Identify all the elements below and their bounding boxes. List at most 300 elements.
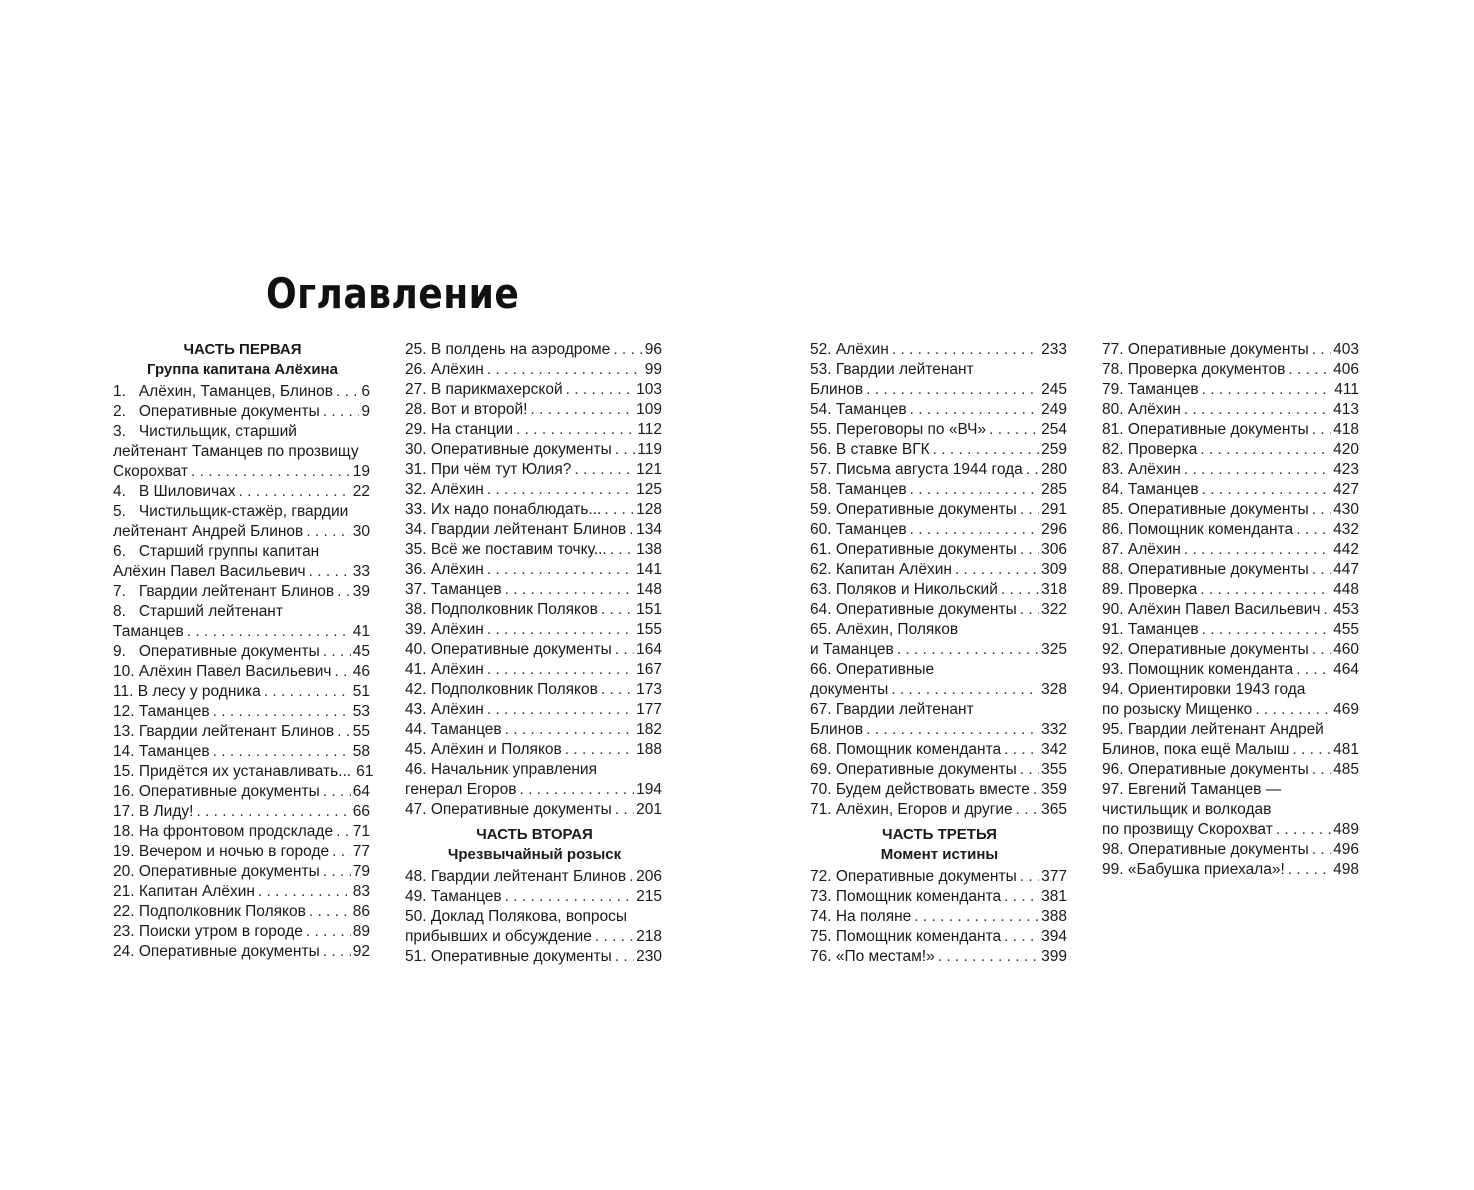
chapter-title: 15. Придётся их устанавливать...: [113, 763, 352, 780]
dot-leader: [487, 660, 634, 680]
dot-leader: [1184, 400, 1331, 420]
toc-entry: [810, 740, 1067, 760]
dot-leader: [629, 867, 634, 887]
toc-entry: [405, 340, 662, 360]
toc-entry: [810, 340, 1067, 360]
chapter-title: 68. Помощник коменданта: [810, 741, 1002, 758]
chapter-title: 75. Помощник коменданта: [810, 928, 1002, 945]
page-number: 249: [1041, 401, 1067, 418]
part-heading: ЧАСТЬ ТРЕТЬЯ: [882, 826, 997, 843]
page-number: 455: [1333, 621, 1359, 638]
chapter-title: 41. Алёхин: [405, 661, 484, 678]
chapter-title: 64. Оперативные документы: [810, 601, 1017, 618]
toc-entry: [113, 462, 370, 482]
dot-leader: [487, 360, 643, 380]
toc-entry-line: [113, 542, 370, 562]
chapter-title: 74. На поляне: [810, 908, 912, 925]
toc-entry: [1102, 520, 1359, 540]
dot-leader: [891, 680, 1039, 700]
dot-leader: [213, 742, 351, 762]
page-number: 442: [1333, 541, 1359, 558]
page-number: 464: [1333, 661, 1359, 678]
dot-leader: [1312, 420, 1331, 440]
chapter-title: 60. Таманцев: [810, 521, 907, 538]
page-number: 233: [1041, 341, 1067, 358]
dot-leader: [519, 780, 634, 800]
toc-entry: [1102, 400, 1359, 420]
page-number: 89: [352, 923, 370, 940]
dot-leader: [1020, 760, 1039, 780]
toc-entry: [405, 420, 662, 440]
toc-column-2: [405, 340, 662, 967]
page-number: 280: [1041, 461, 1067, 478]
page-number: 96: [644, 341, 662, 358]
page-number: 164: [636, 641, 662, 658]
toc-entry: [405, 867, 662, 887]
page-number: 355: [1041, 761, 1067, 778]
dot-leader: [910, 520, 1039, 540]
chapter-title: Блинов: [810, 381, 864, 398]
dot-leader: [1001, 580, 1039, 600]
dot-leader: [566, 380, 634, 400]
dot-leader: [487, 560, 634, 580]
page-number: 411: [1334, 381, 1359, 398]
chapter-title: 28. Вот и второй!: [405, 401, 528, 418]
toc-entry: [1102, 340, 1359, 360]
toc-entry-line: [810, 700, 1067, 720]
toc-entry-line: [1102, 780, 1359, 800]
toc-entry: [810, 440, 1067, 460]
chapter-title: 56. В ставке ВГК: [810, 441, 930, 458]
chapter-title: 58. Таманцев: [810, 481, 907, 498]
toc-entry: [113, 382, 370, 402]
toc-entry: [405, 780, 662, 800]
page-number: 148: [636, 581, 662, 598]
toc-entry: [1102, 700, 1359, 720]
toc-entry: [810, 720, 1067, 740]
toc-entry: [810, 640, 1067, 660]
toc-entry: [810, 887, 1067, 907]
chapter-title: 91. Таманцев: [1102, 621, 1199, 638]
dot-leader: [323, 402, 360, 422]
page-number: 427: [1333, 481, 1359, 498]
page-number: 112: [637, 421, 662, 438]
toc-entry: [810, 420, 1067, 440]
page-number: 430: [1333, 501, 1359, 518]
toc-entry: [113, 862, 370, 882]
toc-entry: [1102, 640, 1359, 660]
dot-leader: [487, 480, 634, 500]
chapter-title: 84. Таманцев: [1102, 481, 1199, 498]
toc-entry: [810, 800, 1067, 820]
dot-leader: [334, 662, 350, 682]
page-number: 109: [636, 401, 662, 418]
toc-entry: [810, 540, 1067, 560]
chapter-title: 31. При чём тут Юлия?: [405, 461, 572, 478]
toc-entry: [1102, 460, 1359, 480]
chapter-title: 10. Алёхин Павел Васильевич: [113, 663, 332, 680]
page-number: 182: [636, 721, 662, 738]
page-number: 381: [1041, 888, 1067, 905]
chapter-title: 78. Проверка документов: [1102, 361, 1286, 378]
dot-leader: [892, 340, 1039, 360]
page-number: 92: [352, 943, 370, 960]
toc-entry: [1102, 540, 1359, 560]
page-number: 377: [1041, 868, 1067, 885]
page-number: 432: [1333, 521, 1359, 538]
toc-entry: [113, 582, 370, 602]
dot-leader: [1323, 600, 1331, 620]
toc-entry: [113, 562, 370, 582]
page-number: 420: [1333, 441, 1359, 458]
page-number: 125: [636, 481, 662, 498]
dot-leader: [213, 702, 351, 722]
page-number: 61: [356, 763, 374, 780]
toc-entry: [113, 882, 370, 902]
chapter-title: лейтенант Андрей Блинов: [113, 523, 304, 540]
page-number: 134: [636, 521, 662, 538]
chapter-title: 94. Ориентировки 1943 года: [1102, 681, 1306, 698]
page-number: 51: [352, 683, 370, 700]
page-number: 53: [352, 703, 370, 720]
page-number: 423: [1333, 461, 1359, 478]
chapter-title: 46. Начальник управления: [405, 761, 597, 778]
toc-entry: [405, 400, 662, 420]
page-number: 103: [636, 381, 662, 398]
toc-entry: [810, 867, 1067, 887]
toc-entry: [113, 682, 370, 702]
dot-leader: [323, 942, 351, 962]
page-number: 403: [1333, 341, 1359, 358]
chapter-title: 49. Таманцев: [405, 888, 502, 905]
toc-entry: [113, 902, 370, 922]
dot-leader: [565, 740, 634, 760]
dot-leader: [531, 400, 635, 420]
toc-entry: [405, 740, 662, 760]
toc-entry: [405, 360, 662, 380]
page-number: 230: [636, 948, 662, 965]
chapter-title: 55. Переговоры по «ВЧ»: [810, 421, 987, 438]
dot-leader: [196, 802, 350, 822]
toc-entry: [113, 822, 370, 842]
toc-entry: [810, 600, 1067, 620]
chapter-title: 45. Алёхин и Поляков: [405, 741, 562, 758]
chapter-title: 96. Оперативные документы: [1102, 761, 1309, 778]
page-number: 413: [1333, 401, 1359, 418]
chapter-title: 98. Оперативные документы: [1102, 841, 1309, 858]
chapter-title: 54. Таманцев: [810, 401, 907, 418]
page-number: 64: [352, 783, 370, 800]
dot-leader: [323, 782, 351, 802]
dot-leader: [610, 540, 634, 560]
page-number: 332: [1041, 721, 1067, 738]
page-number: 325: [1041, 641, 1067, 658]
toc-entry: [1102, 860, 1359, 880]
dot-leader: [187, 622, 351, 642]
toc-column-4: [1102, 340, 1359, 880]
toc-entry: [405, 600, 662, 620]
page-title: Оглавление: [266, 269, 520, 318]
chapter-title: 76. «По местам!»: [810, 948, 935, 965]
toc-entry: [405, 620, 662, 640]
chapter-title: 82. Проверка: [1102, 441, 1198, 458]
toc-entry: [405, 580, 662, 600]
page-number: 58: [352, 743, 370, 760]
page-number: 254: [1041, 421, 1067, 438]
dot-leader: [505, 887, 634, 907]
chapter-title: 59. Оперативные документы: [810, 501, 1017, 518]
dot-leader: [989, 420, 1039, 440]
chapter-title: 88. Оперативные документы: [1102, 561, 1309, 578]
toc-entry: [405, 560, 662, 580]
dot-leader: [1288, 860, 1331, 880]
dot-leader: [309, 562, 351, 582]
toc-entry-line: [810, 660, 1067, 680]
toc-entry: [113, 402, 370, 422]
page-number: 418: [1333, 421, 1359, 438]
toc-entry-line: [1102, 800, 1359, 820]
toc-entry: [810, 400, 1067, 420]
dot-leader: [1004, 887, 1039, 907]
page-number: 66: [352, 803, 370, 820]
toc-entry: [405, 700, 662, 720]
toc-entry: [113, 482, 370, 502]
chapter-title: 12. Таманцев: [113, 703, 210, 720]
chapter-title: 27. В парикмахерской: [405, 381, 563, 398]
chapter-title: 48. Гвардии лейтенант Блинов: [405, 868, 627, 885]
page-number: 30: [352, 523, 370, 540]
page-number: 33: [352, 563, 370, 580]
dot-leader: [1312, 640, 1331, 660]
dot-leader: [1184, 540, 1331, 560]
part-subtitle: Чрезвычайный розыск: [447, 846, 622, 863]
chapter-title: документы: [810, 681, 889, 698]
dot-leader: [1016, 800, 1039, 820]
chapter-title: 93. Помощник коменданта: [1102, 661, 1294, 678]
toc-entry: [113, 942, 370, 962]
chapter-title: 97. Евгений Таманцев —: [1102, 781, 1282, 798]
toc-entry: [1102, 560, 1359, 580]
chapter-title: 69. Оперативные документы: [810, 761, 1017, 778]
dot-leader: [1200, 580, 1331, 600]
page-number: 128: [636, 501, 662, 518]
page-number: 141: [636, 561, 662, 578]
part-subtitle: Момент истины: [880, 846, 999, 863]
chapter-title: 8. Старший лейтенант: [113, 603, 283, 620]
chapter-title: 6. Старший группы капитан: [113, 543, 320, 560]
chapter-title: 19. Вечером и ночью в городе: [113, 843, 330, 860]
dot-leader: [191, 462, 351, 482]
chapter-title: 11. В лесу у родника: [113, 683, 261, 700]
page-number: 201: [636, 801, 662, 818]
page-number: 215: [636, 888, 662, 905]
toc-entry: [113, 782, 370, 802]
toc-entry: [1102, 840, 1359, 860]
page-number: 318: [1041, 581, 1067, 598]
dot-leader: [337, 722, 351, 742]
toc-entry: [1102, 820, 1359, 840]
dot-leader: [866, 720, 1039, 740]
dot-leader: [910, 400, 1039, 420]
toc-entry: [405, 660, 662, 680]
chapter-title: и Таманцев: [810, 641, 894, 658]
toc-entry: [810, 580, 1067, 600]
page-number: 328: [1041, 681, 1067, 698]
chapter-title: чистильщик и волкодав: [1102, 801, 1272, 818]
page-number: 448: [1333, 581, 1359, 598]
chapter-title: 61. Оперативные документы: [810, 541, 1017, 558]
toc-entry: [405, 720, 662, 740]
page-number: 489: [1333, 821, 1359, 838]
chapter-title: 25. В полдень на аэродроме: [405, 341, 611, 358]
page-number: 151: [636, 601, 662, 618]
page-number: 6: [361, 383, 370, 400]
dot-leader: [866, 380, 1039, 400]
dot-leader: [615, 640, 634, 660]
chapter-title: 57. Письма августа 1944 года: [810, 461, 1023, 478]
page-number: 46: [352, 663, 370, 680]
chapter-title: 23. Поиски утром в городе: [113, 923, 303, 940]
page-number: 460: [1333, 641, 1359, 658]
chapter-title: 33. Их надо понаблюдать...: [405, 501, 602, 518]
dot-leader: [615, 440, 636, 460]
chapter-title: 73. Помощник коменданта: [810, 888, 1002, 905]
toc-entry: [405, 380, 662, 400]
toc-entry: [1102, 600, 1359, 620]
dot-leader: [516, 420, 635, 440]
dot-leader: [1292, 740, 1331, 760]
dot-leader: [1202, 620, 1331, 640]
dot-leader: [1020, 600, 1039, 620]
page-number: 365: [1041, 801, 1067, 818]
toc-entry-line: [113, 502, 370, 522]
toc-entry: [1102, 760, 1359, 780]
dot-leader: [239, 482, 351, 502]
dot-leader: [1296, 520, 1331, 540]
toc-entry: [1102, 620, 1359, 640]
chapter-title: 42. Подполковник Поляков: [405, 681, 598, 698]
page-number: 306: [1041, 541, 1067, 558]
dot-leader: [323, 862, 351, 882]
chapter-title: 87. Алёхин: [1102, 541, 1181, 558]
chapter-title: 53. Гвардии лейтенант: [810, 361, 974, 378]
page-number: 469: [1333, 701, 1359, 718]
chapter-title: 2. Оперативные документы: [113, 403, 320, 420]
toc-entry: [113, 662, 370, 682]
dot-leader: [615, 800, 634, 820]
page-number: 167: [636, 661, 662, 678]
part-heading: ЧАСТЬ ПЕРВАЯ: [183, 341, 302, 358]
chapter-title: 70. Будем действовать вместе: [810, 781, 1030, 798]
dot-leader: [933, 440, 1039, 460]
toc-entry: [1102, 380, 1359, 400]
page-number: 99: [644, 361, 662, 378]
dot-leader: [1202, 480, 1331, 500]
chapter-title: 20. Оперативные документы: [113, 863, 320, 880]
chapter-title: 72. Оперативные документы: [810, 868, 1017, 885]
chapter-title: Скорохват: [113, 463, 189, 480]
toc-entry: [405, 927, 662, 947]
toc-entry: [113, 842, 370, 862]
chapter-title: 7. Гвардии лейтенант Блинов: [113, 583, 335, 600]
toc-entry: [405, 680, 662, 700]
toc-entry: [113, 722, 370, 742]
chapter-title: 21. Капитан Алёхин: [113, 883, 255, 900]
toc-entry: [1102, 360, 1359, 380]
chapter-title: по прозвищу Скорохват: [1102, 821, 1273, 838]
chapter-title: 24. Оперативные документы: [113, 943, 320, 960]
toc-entry: [405, 520, 662, 540]
dot-leader: [914, 907, 1039, 927]
chapter-title: лейтенант Таманцев по прозвищу: [113, 443, 359, 460]
toc-entry: [405, 947, 662, 967]
toc-entry: [113, 622, 370, 642]
page-number: 77: [352, 843, 370, 860]
toc-column-3: [810, 340, 1067, 967]
toc-entry-line: [810, 620, 1067, 640]
toc-entry: [113, 802, 370, 822]
chapter-title: 35. Всё же поставим точку...: [405, 541, 607, 558]
chapter-title: 67. Гвардии лейтенант: [810, 701, 974, 718]
toc-entry: [810, 907, 1067, 927]
dot-leader: [1033, 780, 1039, 800]
page-number: 173: [636, 681, 662, 698]
toc-entry: [810, 560, 1067, 580]
dot-leader: [1020, 540, 1039, 560]
chapter-title: 22. Подполковник Поляков: [113, 903, 306, 920]
chapter-title: Таманцев: [113, 623, 184, 640]
toc-entry-line: [1102, 680, 1359, 700]
dot-leader: [595, 927, 634, 947]
dot-leader: [487, 620, 634, 640]
dot-leader: [1312, 500, 1331, 520]
dot-leader: [629, 520, 634, 540]
dot-leader: [604, 500, 634, 520]
chapter-title: 17. В Лиду!: [113, 803, 194, 820]
toc-entry: [405, 460, 662, 480]
toc-entry: [405, 480, 662, 500]
chapter-title: 34. Гвардии лейтенант Блинов: [405, 521, 627, 538]
chapter-title: 26. Алёхин: [405, 361, 484, 378]
dot-leader: [1200, 440, 1331, 460]
chapter-title: 83. Алёхин: [1102, 461, 1181, 478]
page-number: 406: [1333, 361, 1359, 378]
page-number: 177: [636, 701, 662, 718]
chapter-title: 36. Алёхин: [405, 561, 484, 578]
dot-leader: [1184, 460, 1331, 480]
toc-entry-line: [405, 760, 662, 780]
toc-entry: [1102, 480, 1359, 500]
toc-entry-line: [113, 422, 370, 442]
dot-leader: [1312, 560, 1331, 580]
toc-entry: [810, 780, 1067, 800]
chapter-title: прибывших и обсуждение: [405, 928, 592, 945]
page-number: 79: [352, 863, 370, 880]
toc-entry: [113, 922, 370, 942]
page-number: 498: [1333, 861, 1359, 878]
toc-entry-line: [113, 602, 370, 622]
chapter-title: 39. Алёхин: [405, 621, 484, 638]
chapter-title: 13. Гвардии лейтенант Блинов: [113, 723, 335, 740]
dot-leader: [601, 680, 634, 700]
chapter-title: 29. На станции: [405, 421, 514, 438]
toc-entry: [810, 680, 1067, 700]
toc-entry: [1102, 740, 1359, 760]
dot-leader: [336, 382, 359, 402]
page-number: 155: [636, 621, 662, 638]
dot-leader: [264, 682, 351, 702]
dot-leader: [306, 522, 350, 542]
